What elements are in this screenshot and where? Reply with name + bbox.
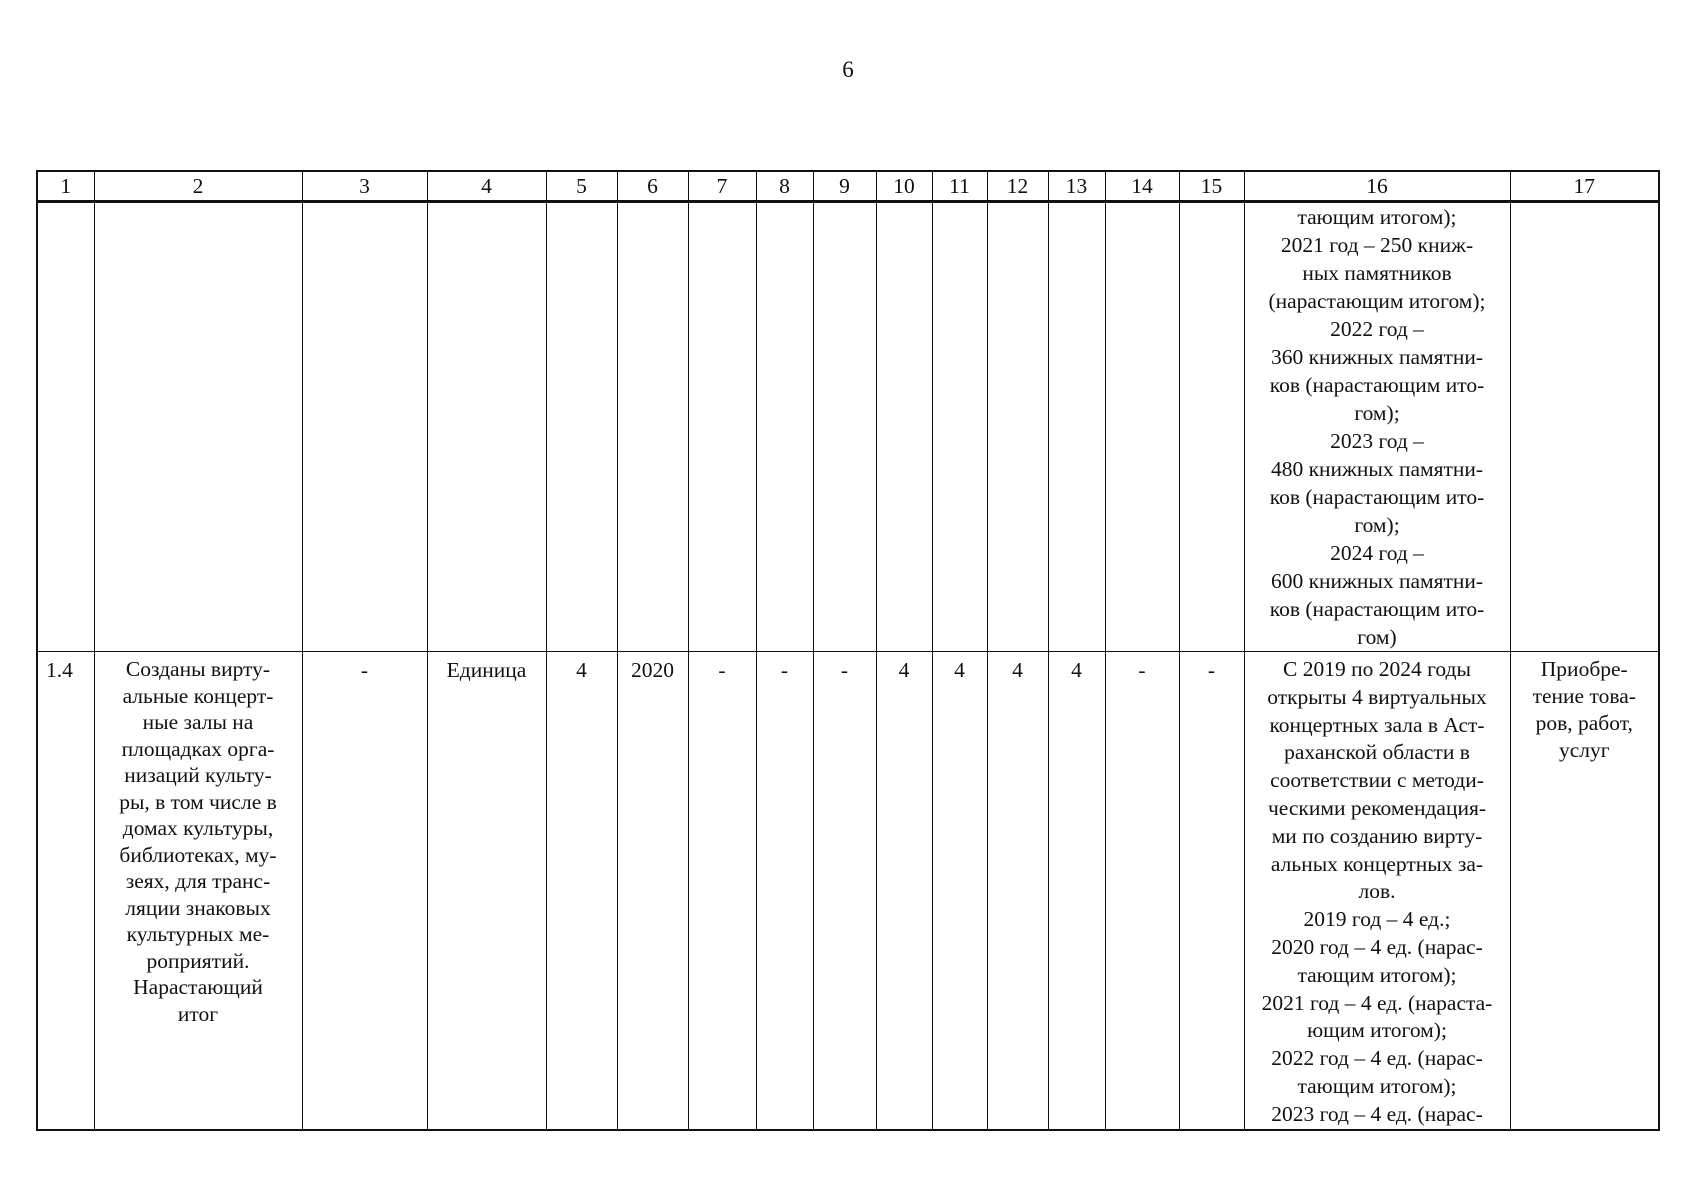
header-col-4: 4 xyxy=(427,171,546,202)
cell-c14: - xyxy=(1105,652,1179,1130)
cell-unit: Единица xyxy=(427,652,546,1130)
text-line: 2021 год – 4 ед. (нараста- xyxy=(1261,990,1493,1015)
text-line: 2019 год – 4 ед.; xyxy=(1303,907,1451,932)
text-line: ющим итогом); xyxy=(1307,1018,1447,1043)
cell-c14 xyxy=(1105,202,1179,652)
text-line: 2022 год – xyxy=(1330,317,1424,341)
cell-c5 xyxy=(546,202,617,652)
cell-expected-results xyxy=(1244,652,1510,1130)
text-line: 2023 год – 4 ед. (нарас- xyxy=(1271,1101,1483,1126)
cell-c12 xyxy=(987,202,1048,652)
text-line: альные концерт- xyxy=(122,683,274,708)
header-col-8: 8 xyxy=(756,171,813,202)
cell-c6 xyxy=(617,202,688,652)
cell-c3 xyxy=(302,202,427,652)
text-line: ры, в том числе в xyxy=(119,789,277,814)
text-line: концертных зала в Аст- xyxy=(1269,712,1485,737)
header-col-16: 16 xyxy=(1244,171,1510,202)
header-col-7: 7 xyxy=(688,171,756,202)
text-line: 2024 год – xyxy=(1330,541,1424,565)
text-line: гом); xyxy=(1354,513,1400,537)
cell-row-number: 1.4 xyxy=(37,652,94,1130)
text-line: ческими рекомендация- xyxy=(1267,795,1487,820)
text-line: итог xyxy=(177,1001,219,1026)
text-line: тающим итогом); xyxy=(1297,962,1457,987)
text-line: С 2019 по 2024 годы xyxy=(1283,657,1471,681)
text-line: 600 книжных памятни- xyxy=(1270,569,1484,593)
cell-expense-type xyxy=(1510,652,1659,1130)
table-row-continuation xyxy=(37,202,1659,652)
page-number: 6 xyxy=(842,57,854,82)
header-col-2: 2 xyxy=(94,171,302,202)
cell-c3: - xyxy=(302,652,427,1130)
cell-c8: - xyxy=(756,652,813,1130)
cell-c12: 4 xyxy=(987,652,1048,1130)
cell-expected-results-continuation xyxy=(1244,202,1510,652)
header-col-6: 6 xyxy=(617,171,688,202)
cell-c9 xyxy=(813,202,876,652)
text-line: лов. xyxy=(1358,879,1396,904)
text-line: Созданы вирту- xyxy=(125,657,271,681)
header-col-15: 15 xyxy=(1179,171,1244,202)
cell-c13 xyxy=(1048,202,1105,652)
text-line: тающим итогом); xyxy=(1297,1073,1457,1098)
text-line: ные залы на xyxy=(142,710,254,734)
text-line: ляции знаковых xyxy=(125,895,271,920)
table-header xyxy=(37,171,1659,202)
table-row-1-4 xyxy=(37,652,1659,1130)
text-line: роприятий. xyxy=(146,948,250,973)
header-col-10: 10 xyxy=(876,171,932,202)
cell-c10 xyxy=(876,202,932,652)
cell-c15: - xyxy=(1179,652,1244,1130)
text-line: библиотеках, му- xyxy=(119,842,277,867)
text-line: ных памятников xyxy=(1302,261,1452,285)
text-line: ми по созданию вирту- xyxy=(1271,823,1483,848)
cell-c9: - xyxy=(813,652,876,1130)
text-line: открыты 4 виртуальных xyxy=(1267,684,1487,709)
header-col-14: 14 xyxy=(1105,171,1179,202)
cell-c13: 4 xyxy=(1048,652,1105,1130)
text-line: тение това- xyxy=(1532,684,1636,708)
header-col-12: 12 xyxy=(987,171,1048,202)
text-line: гом); xyxy=(1354,401,1400,425)
cell-c7: - xyxy=(688,652,756,1130)
header-col-9: 9 xyxy=(813,171,876,202)
text-line: тающим итогом); xyxy=(1297,205,1457,229)
cell-c17 xyxy=(1510,202,1659,652)
text-line: низаций культу- xyxy=(124,763,272,787)
text-line: 360 книжных памятни- xyxy=(1270,345,1484,369)
text-line: раханской области в xyxy=(1284,740,1470,765)
text-line: (нарастающим итогом); xyxy=(1268,289,1486,313)
text-line: соответствии с методи- xyxy=(1270,768,1484,793)
header-col-5: 5 xyxy=(546,171,617,202)
text-line: ков (нарастающим ито- xyxy=(1269,597,1485,621)
text-line: ков (нарастающим ито- xyxy=(1269,485,1485,509)
text-line: культурных ме- xyxy=(126,922,270,946)
text-line: зеях, для транс- xyxy=(125,869,271,893)
text-line: услуг xyxy=(1558,738,1610,762)
header-col-1: 1 xyxy=(37,171,94,202)
cell-c10: 4 xyxy=(876,652,932,1130)
cell-c11 xyxy=(932,202,987,652)
text-line: альных концертных за- xyxy=(1270,851,1484,876)
cell-c8 xyxy=(756,202,813,652)
text-line: 2021 год – 250 книж- xyxy=(1280,233,1474,257)
indicators-table xyxy=(36,170,1660,1131)
text-line: 2022 год – 4 ед. (нарас- xyxy=(1271,1046,1483,1071)
cell-c7 xyxy=(688,202,756,652)
cell-year: 2020 xyxy=(617,652,688,1130)
text-line: 2023 год – xyxy=(1330,429,1424,453)
cell-c15 xyxy=(1179,202,1244,652)
text-line: ров, работ, xyxy=(1535,711,1633,735)
text-line: Приобре- xyxy=(1540,657,1628,681)
cell-c11: 4 xyxy=(932,652,987,1130)
cell-c2 xyxy=(94,202,302,652)
header-col-3: 3 xyxy=(302,171,427,202)
text-line: ков (нарастающим ито- xyxy=(1269,373,1485,397)
header-row xyxy=(37,171,1659,202)
text-line: гом) xyxy=(1357,625,1397,649)
cell-c4 xyxy=(427,202,546,652)
text-line: 2020 год – 4 ед. (нарас- xyxy=(1271,934,1483,959)
header-col-13: 13 xyxy=(1048,171,1105,202)
text-line: 480 книжных памятни- xyxy=(1270,457,1484,481)
cell-c1 xyxy=(37,202,94,652)
text-line: Нарастающий xyxy=(133,975,263,999)
text-line: домах культуры, xyxy=(122,816,274,840)
cell-c5: 4 xyxy=(546,652,617,1130)
cell-indicator-name xyxy=(94,652,302,1130)
text-line: площадках орга- xyxy=(121,736,275,761)
header-col-11: 11 xyxy=(932,171,987,202)
header-col-17: 17 xyxy=(1510,171,1659,202)
